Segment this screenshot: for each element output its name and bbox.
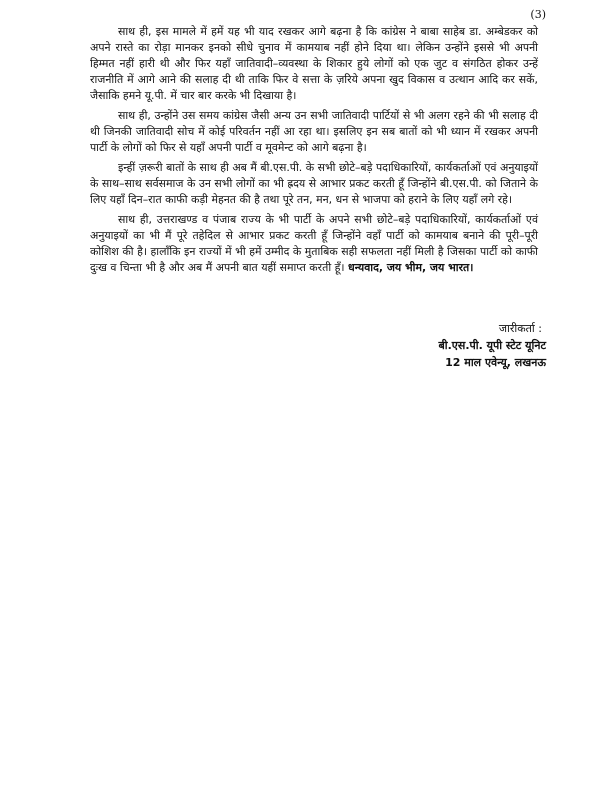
paragraph-2: साथ ही, उन्होंने उस समय कांग्रेस जैसी अन्य उन सभी जातिवादी पार्टियों से भी अलग रहने की भी सलाह दी थी जिनकी जातिवादी सोच में कोई परिवर्तन नहीं आ रहा था। इसलिए इन सब बातों को भी ध्यान में रखकर अपनी पार्टी के लोगों को फिर से यहाँ अपनी पार्टी व मूवमेन्ट को आगे बढ़ना है। [90,109,538,154]
paragraph-4 [90,212,538,276]
closing-salutation: धन्यवाद, जय भीम, जय भारत। [348,261,474,274]
paragraph-1: साथ ही, इस मामले में हमें यह भी याद रखकर आगे बढ़ना है कि कांग्रेस ने बाबा साहेब डा. अम्बेडकर को अपने रास्ते का रोड़ा मानकर इनको सीधे चुनाव में कामयाब नहीं होने दिया था। लेकिन उन्होंने इससे भी अपनी हिम्मत नहीं हारी थी और फिर यहाँ जातिवादी–व्यवस्था के शिकार हुये लोगों को एक जुट व संगठित होकर उन्हें राजनीति में आगे आने की सलाह दी थी ताकि फिर वे सत्ता के ज़रिये अपना खुद विकास व उत्थान आदि कर सकें, जैसाकि हमने यू.पी. में चार बार करके भी दिखाया है। [90,25,538,102]
paragraph-3: इन्हीं ज़रूरी बातों के साथ ही अब मैं बी.एस.पी. के सभी छोटे–बड़े पदाधिकारियों, कार्यकर्ताओं एवं अनुयाइयों के साथ–साथ सर्वसमाज के उन सभी लोगों का भी ह्रदय से आभार प्रकट करती हूँ जिन्होंने बी.एस.पी. को जिताने के लिए यहाँ दिन–रात काफी कड़ी मेहनत की है तथा पूरे तन, मन, धन से भाजपा को हराने के लिए यहाँ लगे रहे। [90,161,538,206]
paragraph-4-text: साथ ही, उत्तराखण्ड व पंजाब राज्य के भी पार्टी के अपने सभी छोटे–बड़े पदाधिकारियों, कार्यकर्ताओं एवं अनुयाइयों का भी मैं पूरे तहेदिल से आभार प्रकट करती हूँ जिन्होंने वहाँ पार्टी को कामयाब बनाने की पूरी–पूरी कोशिश की है। हालाँकि इन राज्यों में भी हमें उम्मीद के मुताबिक सही सफलता नहीं मिली है जिसका पार्टी को काफी दुःख व चिन्ता भी है और अब मैं अपनी बात यहीं समाप्त करती हूँ। [90,213,538,274]
issuer-address: 12 माल एवेन्यू, लखनऊ [445,356,546,369]
page-number: (3) [530,8,546,21]
issuer-org: बी.एस.पी. यूपी स्टेट यूनिट [438,339,546,352]
document-body [90,24,538,280]
issuer-block [439,320,547,371]
issuer-label: जारीकर्ता : [498,322,542,335]
